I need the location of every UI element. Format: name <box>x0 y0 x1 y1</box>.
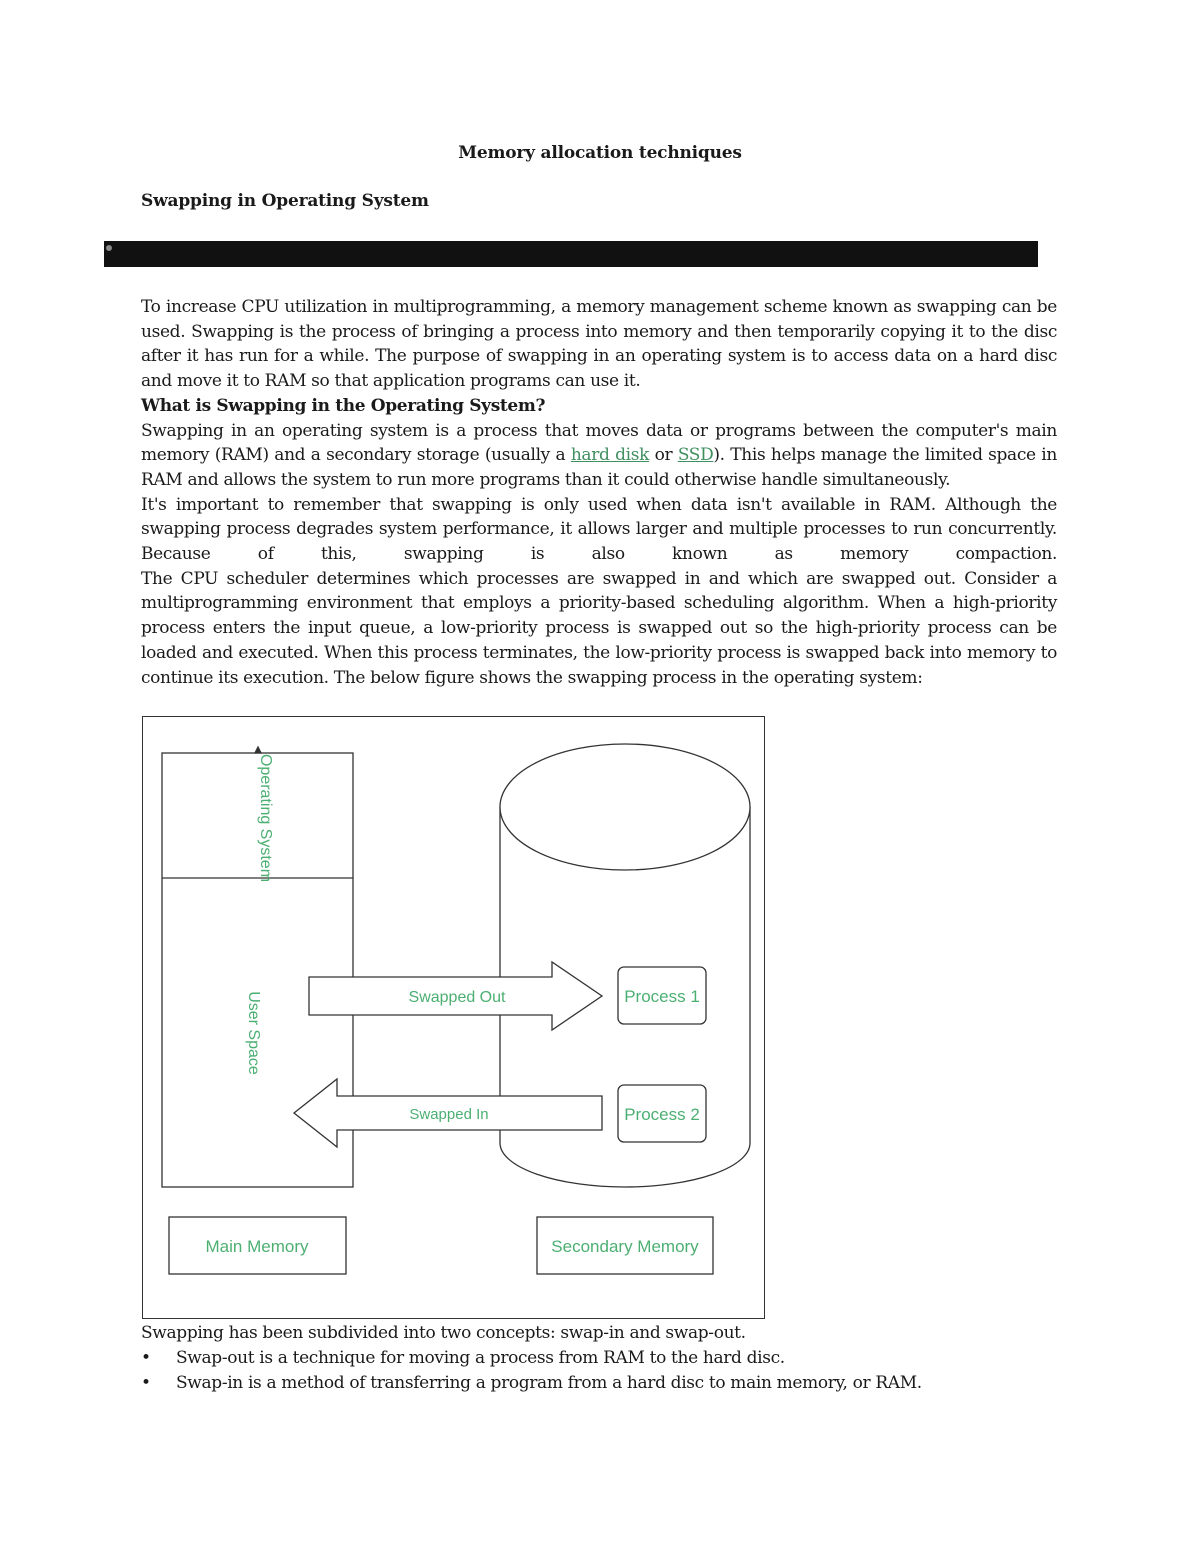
ssd-link[interactable]: SSD <box>677 445 714 466</box>
black-banner <box>104 241 1038 267</box>
post-figure-text <box>141 1321 1057 1396</box>
definition-paragraph <box>141 419 1057 493</box>
bullet-icon: • <box>141 1348 151 1368</box>
definition-text-end: ). This helps manage the limited space in RAM and allows the system to run more programs than it could otherwise handle simultaneously. <box>141 445 1057 490</box>
user-space-label: User Space <box>245 991 262 1075</box>
swap-bullet-list <box>141 1346 1057 1396</box>
swapping-diagram <box>142 716 765 1319</box>
body-text <box>141 295 1057 690</box>
section-heading: Swapping in Operating System <box>141 191 429 211</box>
swapped-in-label: Swapped In <box>409 1106 489 1123</box>
bullet-icon: • <box>141 1373 151 1393</box>
definition-text-start: Swapping in an operating system is a process that moves data or programs between the computer's main memory (RAM) and a secondary storage (usually a <box>141 420 1057 466</box>
compaction-paragraph: It's important to remember that swapping is only used when data isn't available in RAM. Although the swapping process degrades system performance, it allows larger and multiple processes to run concurrently. Because of this, swapping is also known as memory compaction. <box>141 494 1057 565</box>
question-heading: What is Swapping in the Operating System? <box>141 395 546 416</box>
bullet-dot-icon <box>106 245 112 251</box>
process-1-label: Process 1 <box>624 987 700 1006</box>
disk-cylinder-top <box>500 744 750 870</box>
bullet-text: Swap-out is a technique for moving a process from RAM to the hard disc. <box>176 1348 785 1368</box>
top-marker-icon <box>255 747 261 753</box>
swapping-diagram-svg <box>143 717 766 1320</box>
definition-text-mid: or <box>649 445 678 466</box>
scheduler-paragraph: The CPU scheduler determines which processes are swapped in and which are swapped out. Consider a multiprogramming environment that employs a priority-based scheduling algorithm. When a high-priority process enters the input queue, a low-priority process is swapped out so the high-priority process can be loaded and executed. When this process terminates, the low-priority process is swapped back into memory to continue its execution. The below figure shows the swapping process in the operating system: <box>141 568 1057 688</box>
list-item <box>141 1371 1057 1396</box>
bullet-text: Swap-in is a method of transferring a program from a hard disc to main memory, or RAM. <box>176 1373 922 1393</box>
document-title: Memory allocation techniques <box>458 143 742 163</box>
process-2-label: Process 2 <box>624 1105 700 1124</box>
os-label: Operating System <box>257 753 274 883</box>
intro-paragraph: To increase CPU utilization in multiprogramming, a memory management scheme known as swapping can be used. Swapping is the process of bringing a process into memory and then temporarily copying it to the disc after it has run for a while. The purpose of swapping in an operating system is to access data on a hard disc and move it to RAM so that application programs can use it. <box>141 297 1057 392</box>
swapped-out-label: Swapped Out <box>408 989 506 1006</box>
hard-disk-link[interactable]: hard disk <box>570 445 650 466</box>
subdivision-sentence: Swapping has been subdivided into two concepts: swap-in and swap-out. <box>141 1323 746 1343</box>
list-item <box>141 1346 1057 1371</box>
secondary-memory-label: Secondary Memory <box>551 1237 699 1256</box>
main-memory-label: Main Memory <box>205 1237 309 1256</box>
